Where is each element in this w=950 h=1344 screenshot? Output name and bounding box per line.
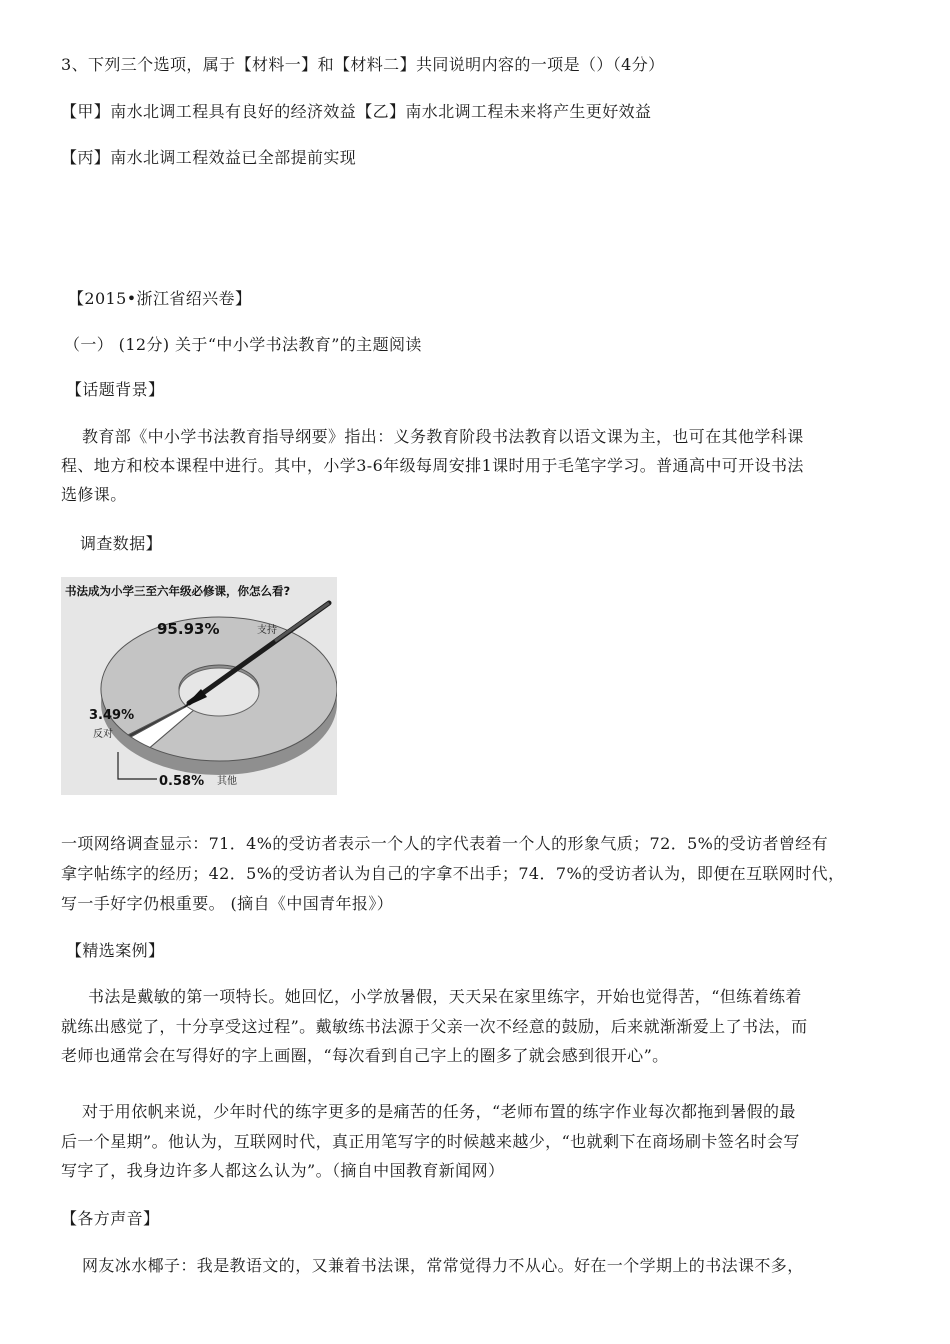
pie-center-hole	[179, 668, 259, 716]
support-label: 支持	[257, 625, 277, 636]
case1-line: 老师也通常会在写得好的字上画圈，“每次看到自己字上的圈多了就会感到很开心”。	[61, 1046, 669, 1065]
voices-line: 网友冰水椰子：我是教语文的，又兼着书法课，常常觉得力不从心。好在一个学期上的书法课不多，	[82, 1256, 804, 1275]
question-stem: 3、下列三个选项，属于【材料一】和【材料二】共同说明内容的一项是（）（4分）	[61, 55, 665, 74]
case1-line: 就练出感觉了，十分享受这过程”。戴敏练书法源于父亲一次不经意的鼓励，后来就渐渐爱上了书法，而	[61, 1017, 808, 1036]
background-line: 选修课。	[61, 485, 127, 504]
case1-line: 书法是戴敏的第一项特长。她回忆，小学放暑假，天天呆在家里练字，开始也觉得苦，“但练着练着	[88, 987, 802, 1006]
background-line: 教育部《中小学书法教育指导纲要》指出：义务教育阶段书法教育以语文课为主，也可在其他学科课	[82, 427, 804, 446]
chart-title: 书法成为小学三至六年级必修课，你怎么看?	[65, 584, 291, 598]
survey-line: 写一手好字仍根重要。 (摘自《中国青年报》）	[61, 894, 394, 913]
other-label: 其他	[217, 776, 237, 787]
survey-pie-chart	[61, 577, 337, 795]
oppose-label: 反对	[93, 729, 113, 740]
oppose-percent: 3.49%	[89, 708, 135, 723]
option-bing: 【丙】南水北调工程效益已全部提前实现	[61, 148, 357, 167]
case2-line: 对于用依帆来说，少年时代的练字更多的是痛苦的任务，“老师布置的练字作业每次都拖到暑假的最	[82, 1102, 796, 1121]
survey-label: 调查数据】	[80, 534, 163, 553]
case2-line: 写字了，我身边许多人都这么认为”。（摘自中国教育新闻网）	[61, 1161, 505, 1180]
exam-source: 【2015•浙江省绍兴卷】	[68, 289, 252, 308]
option-jia-yi: 【甲】南水北调工程具有良好的经济效益【乙】南水北调工程未来将产生更好效益	[61, 102, 652, 121]
other-percent: 0.58%	[159, 774, 205, 789]
background-line: 程、地方和校本课程中进行。其中，小学3-6年级每周安排1课时用于毛笔字学习。普通高中可开设书法	[61, 456, 804, 475]
survey-line: 拿字帖练字的经历；42．5%的受访者认为自己的字拿不出手；74．7%的受访者认为，即便在互联网时代，	[61, 864, 845, 883]
voices-label: 【各方声音】	[61, 1209, 160, 1228]
cases-label: 【精选案例】	[66, 941, 165, 960]
topic-background-label: 【话题背景】	[66, 380, 165, 399]
section-heading: （一） (12分) 关于“中小学书法教育”的主题阅读	[64, 335, 422, 354]
support-percent: 95.93%	[157, 620, 220, 638]
case2-line: 后一个星期”。他认为，互联网时代，真正用笔写字的时候越来越少，“也就剩下在商场刷卡签名时会写	[61, 1132, 800, 1151]
survey-line: 一项网络调查显示：71．4%的受访者表示一个人的字代表着一个人的形象气质；72．5%的受访者曾经有	[61, 834, 829, 853]
